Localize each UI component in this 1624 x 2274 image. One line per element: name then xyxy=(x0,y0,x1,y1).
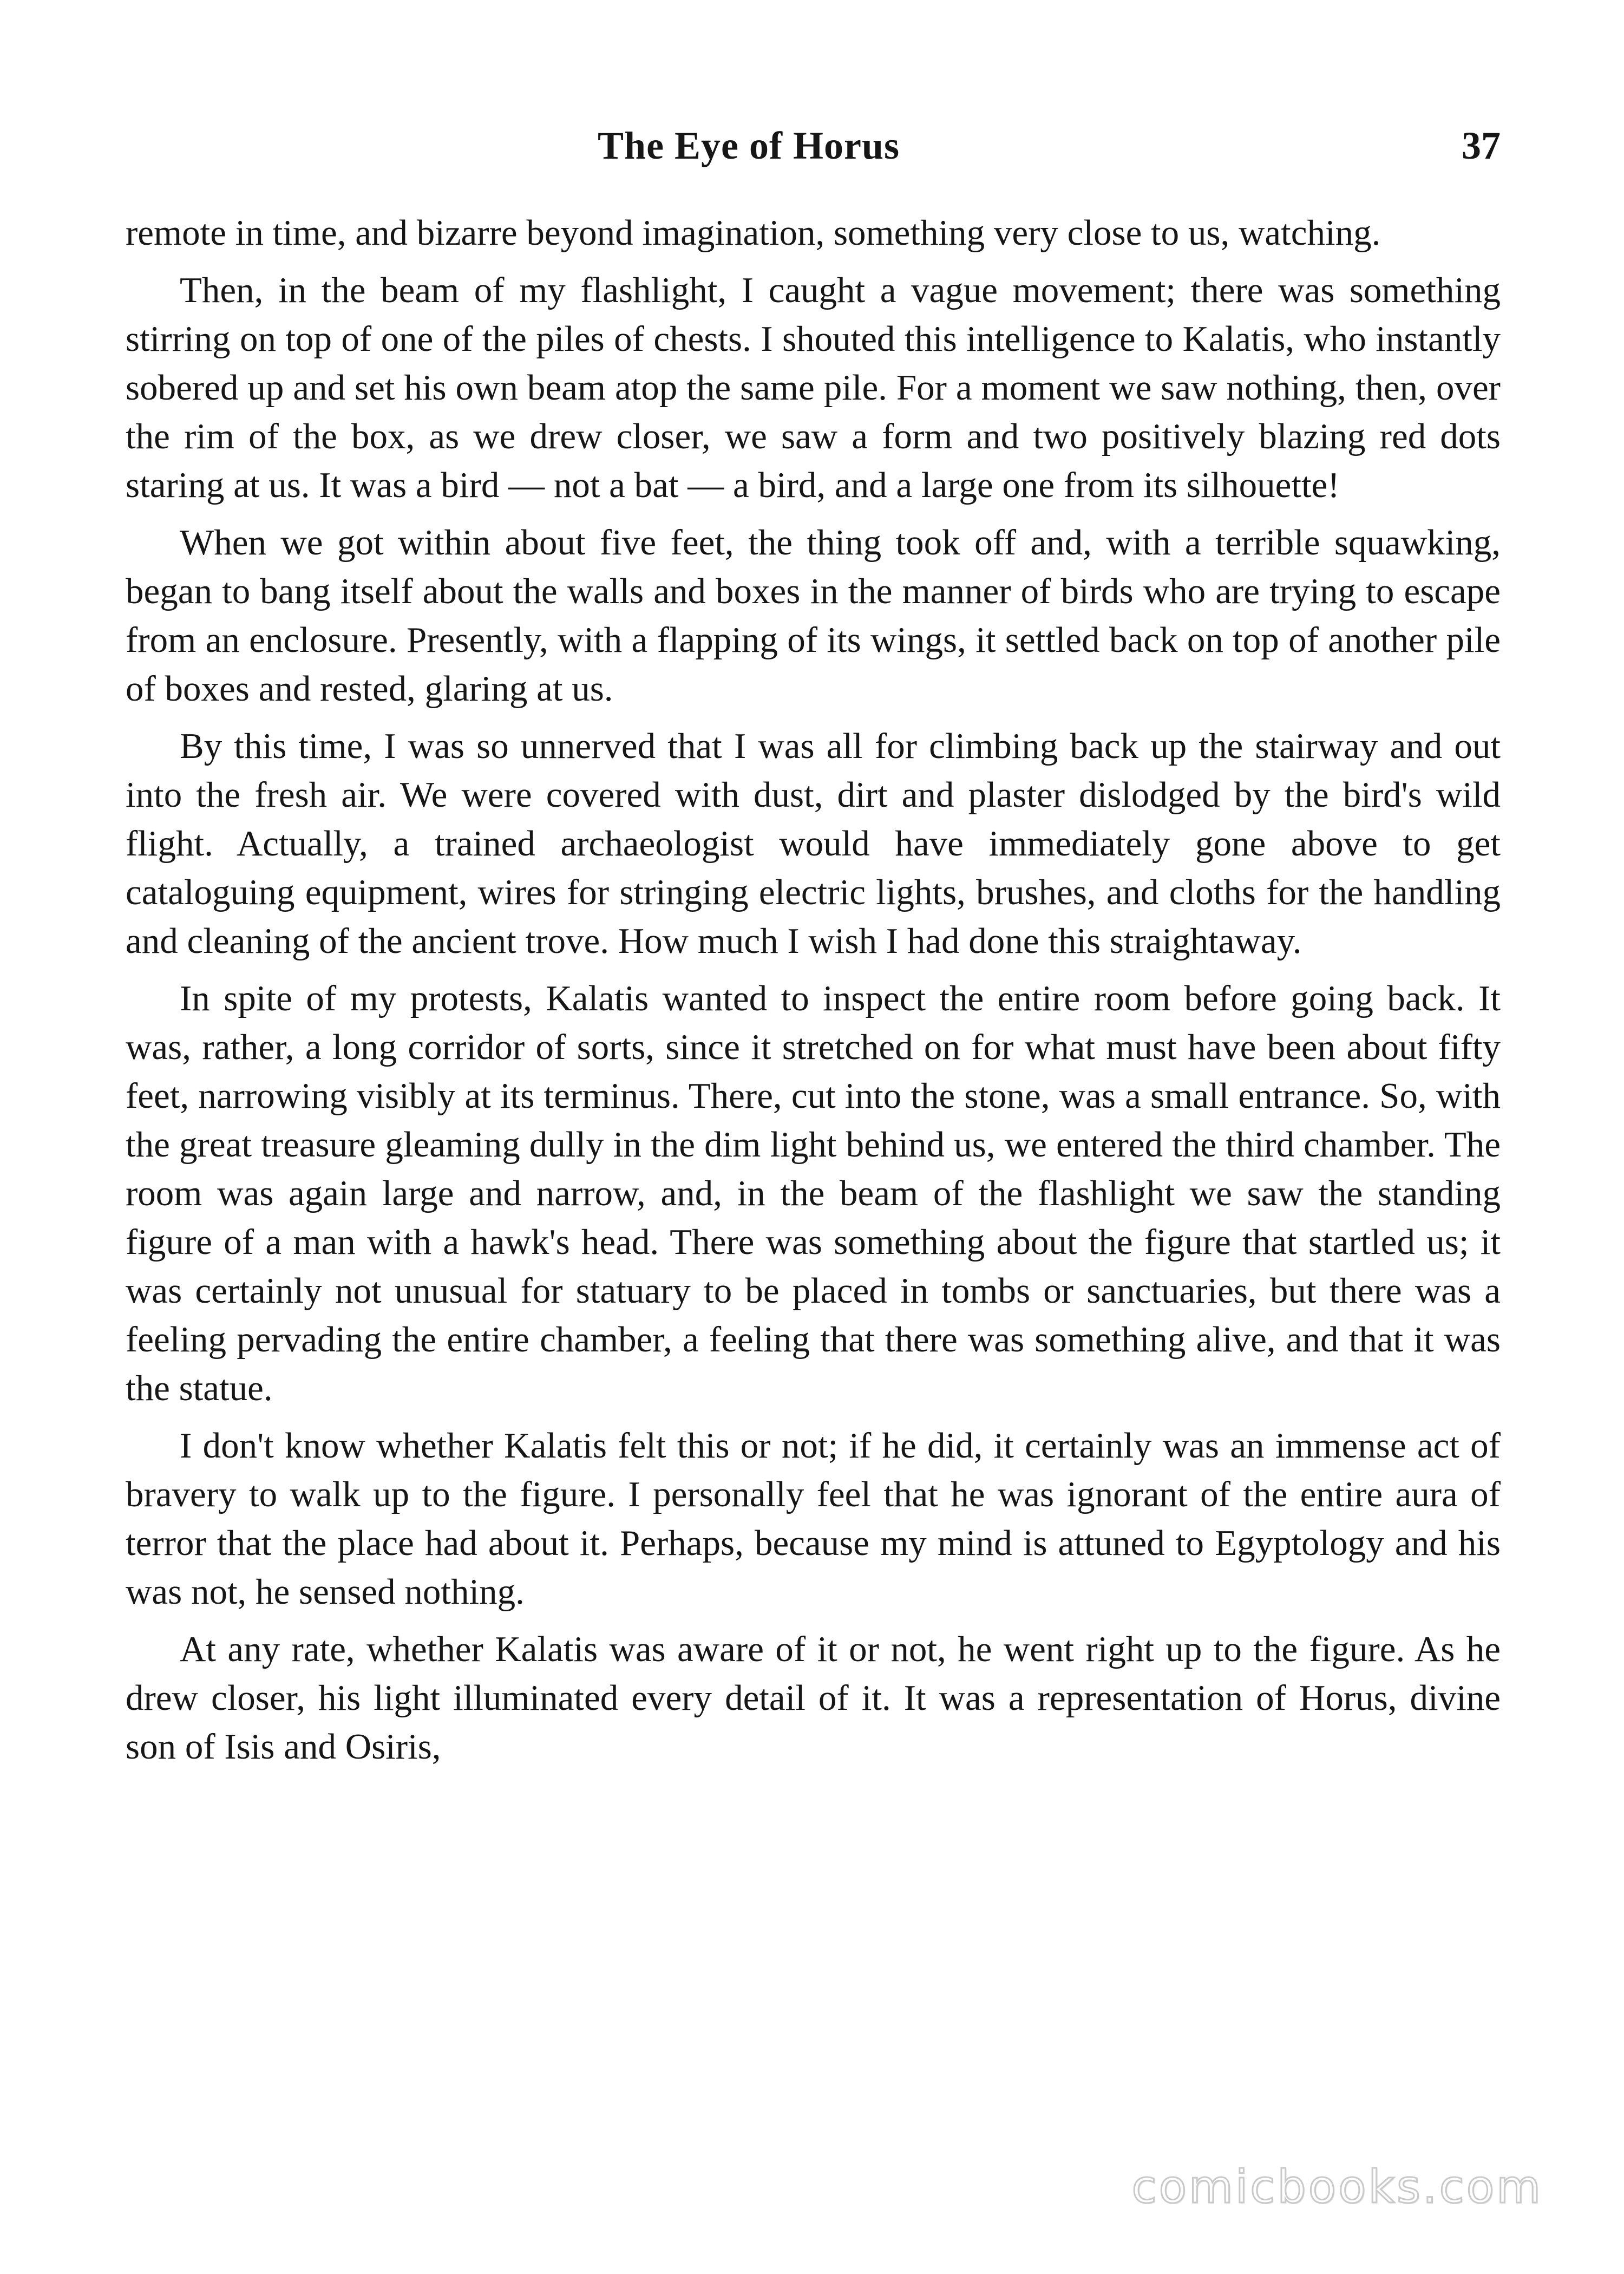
paragraph-continuation: remote in time, and bizarre beyond imagination, something very close to us, watching. xyxy=(126,213,1381,253)
page-header xyxy=(126,123,1501,188)
site-watermark: comicbooks.com xyxy=(1131,2160,1543,2213)
page-number: 37 xyxy=(1462,124,1501,167)
paragraph: At any rate, whether Kalatis was aware of it or not, he went right up to the figure. As he drew closer, his light illuminated every detail of it. It was a representation of Horus, divine son of Isis and Osiris, xyxy=(126,1629,1501,1767)
paragraph: In spite of my protests, Kalatis wanted to inspect the entire room before going back. It was, rather, a long corridor of sorts, since it stretched on for what must have been about fifty feet, narrowing visibly at its terminus. There, cut into the stone, was a small entrance. So, with the great treasure gleaming dully in the dim light behind us, we entered the third chamber. The room was again large and narrow, and, in the beam of the flashlight we saw the standing figure of a man with a hawk's head. There was something about the figure that startled us; it was certainly not unusual for statuary to be placed in tombs or sanctuaries, but there was a feeling pervading the entire chamber, a feeling that there was something alive, and that it was the statue. xyxy=(126,978,1501,1408)
paragraph: When we got within about five feet, the thing took off and, with a terrible squawking, began to bang itself about the walls and boxes in the manner of birds who are trying to escape from an enclosure. Presently, with a flapping of its wings, it settled back on top of another pile of boxes and rested, glaring at us. xyxy=(126,522,1501,709)
paragraph: I don't know whether Kalatis felt this or not; if he did, it certainly was an immense act of bravery to walk up to the figure. I personally feel that he was ignorant of the entire aura of terror that the place had about it. Perhaps, because my mind is attuned to Egyptology and his was not, he sensed nothing. xyxy=(126,1426,1501,1612)
running-title: The Eye of Horus xyxy=(598,124,900,167)
paragraph: Then, in the beam of my flashlight, I caught a vague movement; there was something stirring on top of one of the piles of chests. I shouted this intelligence to Kalatis, who instantly sobered up and set his own beam atop the same pile. For a moment we saw nothing, then, over the rim of the box, as we drew closer, we saw a form and two positively blazing red dots staring at us. It was a bird — not a bat — a bird, and a large one from its silhouette! xyxy=(126,270,1501,505)
paragraph: By this time, I was so unnerved that I was all for climbing back up the stairway and out into the fresh air. We were covered with dust, dirt and plaster dislodged by the bird's wild flight. Actually, a trained archaeologist would have immediately gone above to get cataloguing equipment, wires for stringing electric lights, brushes, and cloths for the handling and cleaning of the ancient trove. How much I wish I had done this straightaway. xyxy=(126,726,1501,961)
body-text xyxy=(126,208,1501,1780)
